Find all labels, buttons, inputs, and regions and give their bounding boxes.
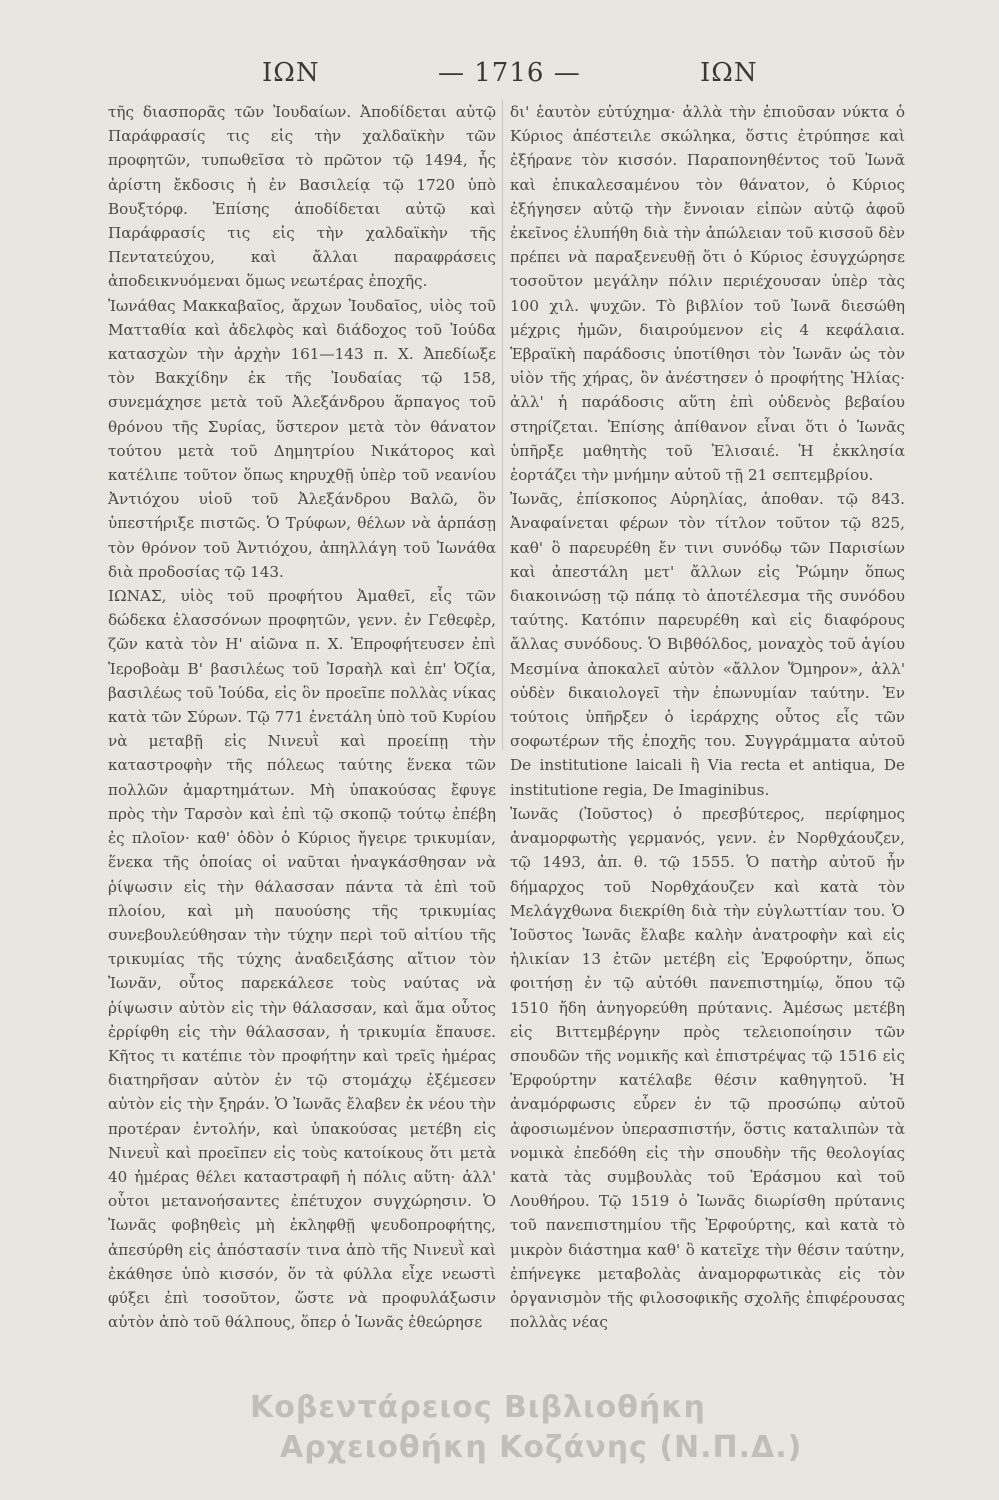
library-watermark-line1: Κοβεντάρειος Βιβλιοθήκη — [250, 1390, 706, 1425]
left-paragraph-1: τῆς διασπορᾶς τῶν Ἰουδαίων. Ἀποδίδεται αὐτῷ Παράφρασίς τις εἰς τὴν χαλδαϊκὴν τῶν προφητῶν, τυπωθεῖσα τὸ πρῶτον τῷ 1494, ἧς ἀρίστη ἔκδοσις ἡ ἐν Βασιλείᾳ τῷ 1720 ὑπὸ Βουξτόρφ. Ἐπίσης ἀποδίδεται αὐτῷ καὶ Παράφρασίς τις εἰς τὴν χαλδαϊκὴν τῆς Πεντατεύχου, καὶ ἄλλαι παραφράσεις ἀποδεικνυόμεναι ὅμως νεωτέρας ἐποχῆς. — [108, 103, 496, 291]
header-right-heading: ΙΩΝ — [700, 58, 758, 88]
right-paragraph-2: Ἰωνᾶς, ἐπίσκοπος Αὐρηλίας, ἀποθαν. τῷ 843. Ἀναφαίνεται φέρων τὸν τίτλον τοῦτον τῷ 825, καθ' ὃ παρευρέθη ἔν τινι συνόδῳ τῶν Παρισίων καὶ ἀπεστάλη μετ' ἄλλων εἰς Ῥώμην ὅπως διακοινώσῃ τῷ πάπᾳ τὸ ἀποτέλεσμα τῆς συνόδου ταύτης. Κατόπιν παρευρέθη καὶ εἰς διαφόρους ἄλλας συνόδους. Ὁ Βιβθόλδος, μοναχὸς τοῦ ἁγίου Μεσμίνα ἀποκαλεῖ αὐτὸν «ἄλλον Ὅμηρον», ἀλλ' οὐδὲν δικαιολογεῖ τὴν ἐπωνυμίαν ταύτην. Ἐν τούτοις ὑπῆρξεν ὁ ἱεράρχης οὗτος εἷς τῶν σοφωτέρων τῆς ἐποχῆς του. Συγγράμματα αὐτοῦ De institutione laicali ἢ Via recta et antiqua, De institutione regia, De Imaginibus. — [510, 490, 905, 799]
column-divider — [502, 100, 503, 750]
right-column — [510, 100, 905, 1334]
right-paragraph-1: δι' ἑαυτὸν εὐτύχημα· ἀλλὰ τὴν ἐπιοῦσαν νύκτα ὁ Κύριος ἀπέστειλε σκώληκα, ὅστις ἐτρύπησε καὶ ἐξήρανε τὸν κισσόν. Παραπονηθέντος τοῦ Ἰωνᾶ καὶ ἐπικαλεσαμένου τὸν θάνατον, ὁ Κύριος ἐξήγησεν αὐτῷ τὴν ἔννοιαν εἰπὼν αὐτῷ ἀφοῦ ἐκεῖνος ἐλυπήθη διὰ τὴν ἀπώλειαν τοῦ κισσοῦ δὲν πρέπει νὰ παραξενευθῇ ὅτι ὁ Κύριος ἐσυγχώρησε τοσοῦτον μεγάλην πόλιν περιέχουσαν ὑπὲρ τὰς 100 χιλ. ψυχῶν. Τὸ βιβλίον τοῦ Ἰωνᾶ διεσώθη μέχρις ἡμῶν, διαιρούμενον εἰς 4 κεφάλαια. Ἑβραϊκὴ παράδοσις ὑποτίθησι τὸν Ἰωνᾶν ὡς τὸν υἱὸν τῆς χήρας, ὃν ἀνέστησεν ὁ προφήτης Ἠλίας· ἀλλ' ἡ παράδοσις αὕτη ἐπὶ οὐδενὸς βεβαίου στηρίζεται. Ἐπίσης ἀπίθανον εἶναι ὅτι ὁ Ἰωνᾶς ὑπῆρξε μαθητὴς τοῦ Ἐλισαιέ. Ἡ ἐκκλησία ἑορτάζει τὴν μνήμην αὐτοῦ τῇ 21 σεπτεμβρίου. — [510, 103, 905, 485]
library-watermark-line2: Αρχειοθήκη Κοζάνης (Ν.Π.Δ.) — [280, 1430, 803, 1465]
left-paragraph-2: Ἰωνάθας Μακκαβαῖος, ἄρχων Ἰουδαῖος, υἱὸς τοῦ Ματταθία καὶ ἀδελφὸς καὶ διάδοχος τοῦ Ἰούδα κατασχὼν τὴν ἀρχὴν 161—143 π. Χ. Ἀπεδίωξε τὸν Βακχίδην ἐκ τῆς Ἰουδαίας τῷ 158, συνεμάχησε μετὰ τοῦ Ἀλεξάνδρου ἅρπαγος τοῦ θρόνου τῆς Συρίας, ὕστερον μετὰ τὸν θάνατον τούτου μετὰ τοῦ Δημητρίου Νικάτορος καὶ κατέλιπε τοῦτον ὅπως κηρυχθῇ ὑπὲρ τοῦ νεανίου Ἀντιόχου υἱοῦ τοῦ Ἀλεξάνδρου Βαλῶ, ὃν ὑπεστήριξε πιστῶς. Ὁ Τρύφων, θέλων νὰ ἁρπάσῃ τὸν θρόνον τοῦ Ἀντιόχου, ἀπηλλάγη τοῦ Ἰωνάθα διὰ προδοσίας τῷ 143. — [108, 296, 496, 581]
left-paragraph-3: ΙΩΝΑΣ, υἱὸς τοῦ προφήτου Ἀμαθεῖ, εἷς τῶν δώδεκα ἐλασσόνων προφητῶν, γενν. ἐν Γεθεφὲρ, ζῶν κατὰ τὸν Η' αἰῶνα π. Χ. Ἐπροφήτευσεν ἐπὶ Ἱεροβοὰμ Β' βασιλέως τοῦ Ἰσραὴλ καὶ ἐπ' Ὀζία, βασιλέως τοῦ Ἰούδα, εἰς ὃν προεῖπε πολλὰς νίκας κατὰ τῶν Σύρων. Τῷ 771 ἐνετάλη ὑπὸ τοῦ Κυρίου νὰ μεταβῇ εἰς Νινευῒ καὶ προείπῃ τὴν καταστροφὴν τῆς πόλεως ταύτης ἕνεκα τῶν πολλῶν ἁμαρτημάτων. Μὴ ὑπακούσας ἔφυγε πρὸς τὴν Ταρσὸν καὶ ἐπὶ τῷ σκοπῷ τούτῳ ἐπέβη ἐς πλοῖον· καθ' ὁδὸν ὁ Κύριος ἤγειρε τρικυμίαν, ἕνεκα τῆς ὁποίας οἱ ναῦται ἠναγκάσθησαν νὰ ῥίψωσιν εἰς τὴν θάλασσαν πάντα τὰ ἐπὶ τοῦ πλοίου, καὶ μὴ παυούσης τῆς τρικυμίας συνεβουλεύθησαν τὴν τύχην περὶ τοῦ αἰτίου τῆς τρικυμίας τῆς τύχης ἀναδειξάσης αἴτιον τὸν Ἰωνᾶν, οὗτος παρεκάλεσε τοὺς ναύτας νὰ ῥίψωσιν αὐτὸν εἰς τὴν θάλασσαν, καὶ ἅμα οὗτος ἐρρίφθη εἰς τὴν θάλασσαν, ἡ τρικυμία ἔπαυσε. Κῆτος τι κατέπιε τὸν προφήτην καὶ τρεῖς ἡμέρας διατηρῆσαν αὐτὸν ἐν τῷ στομάχῳ ἐξέμεσεν αὐτὸν εἰς τὴν ξηράν. Ὁ Ἰωνᾶς ἔλαβεν ἐκ νέου τὴν προτέραν ἐντολήν, καὶ ὑπακούσας μετέβη εἰς Νινευῒ καὶ προεῖπεν εἰς τοὺς κατοίκους ὅτι μετὰ 40 ἡμέρας θέλει καταστραφῆ ἡ πόλις αὕτη· ἀλλ' οὗτοι μετανοήσαντες ἐπέτυχον συγχώρησιν. Ὁ Ἰωνᾶς φοβηθεὶς μὴ ἐκληφθῇ ψευδοπροφήτης, ἀπεσύρθη εἰς ἀπόστασίν τινα ἀπὸ τῆς Νινευῒ καὶ ἐκάθησε ὑπὸ κισσόν, ὅν τὰ φύλλα εἶχε νεωστὶ φύξει ἐπὶ τοσοῦτον, ὥστε νὰ προφυλάξωσιν αὐτὸν ἀπὸ τοῦ θάλπους, ὅπερ ὁ Ἰωνᾶς ἐθεώρησε — [108, 587, 496, 1332]
header-left-heading: ΙΩΝ — [262, 58, 320, 88]
left-column — [108, 100, 496, 1334]
page-header — [0, 58, 999, 98]
right-paragraph-3: Ἰωνᾶς (Ἰοῦστος) ὁ πρεσβύτερος, περίφημος ἀναμορφωτὴς γερμανός, γενν. ἐν Νορθχάουζεν, τῷ 1493, ἀπ. θ. τῷ 1555. Ὁ πατὴρ αὐτοῦ ἦν δήμαρχος τοῦ Νορθχάουζεν καὶ κατὰ τὸν Μελάγχθωνα διεκρίθη διὰ τὴν εὐγλωττίαν του. Ὁ Ἰοῦστος Ἰωνᾶς ἔλαβε καλὴν ἀνατροφὴν καὶ εἰς ἡλικίαν 13 ἐτῶν μετέβη εἰς Ἐρφούρτην, ὅπως φοιτήσῃ ἐν τῷ αὐτόθι πανεπιστημίῳ, ὅπου τῷ 1510 ἤδη ἀνηγορεύθη πρύτανις. Ἀμέσως μετέβη εἰς Βιττεμβέργην πρὸς τελειοποίησιν τῶν σπουδῶν τῆς νομικῆς καὶ ἐπιστρέψας τῷ 1516 εἰς Ἐρφούρτην κατέλαβε θέσιν καθηγητοῦ. Ἡ ἀναμόρφωσις εὗρεν ἐν τῷ προσώπῳ αὐτοῦ ἀφοσιωμένον ὑπερασπιστήν, ὅστις καταλιπὼν τὰ νομικὰ ἐπεδόθη εἰς τὴν σπουδὴν τῆς θεολογίας κατὰ τὰς συμβουλὰς τοῦ Ἐράσμου καὶ τοῦ Λουθήρου. Τῷ 1519 ὁ Ἰωνᾶς διωρίσθη πρύτανις τοῦ πανεπιστημίου τῆς Ἐρφούρτης, καὶ κατὰ τὸ μικρὸν διάστημα καθ' ὃ κατεῖχε τὴν θέσιν ταύτην, ἐπήνεγκε μεταβολὰς ἀναμορφωτικὰς εἰς τὸν ὀργανισμὸν τῆς φιλοσοφικῆς σχολῆς ἐπιφέρουσας πολλὰς νέας — [510, 804, 905, 1332]
page-number: — 1716 — — [438, 58, 581, 88]
